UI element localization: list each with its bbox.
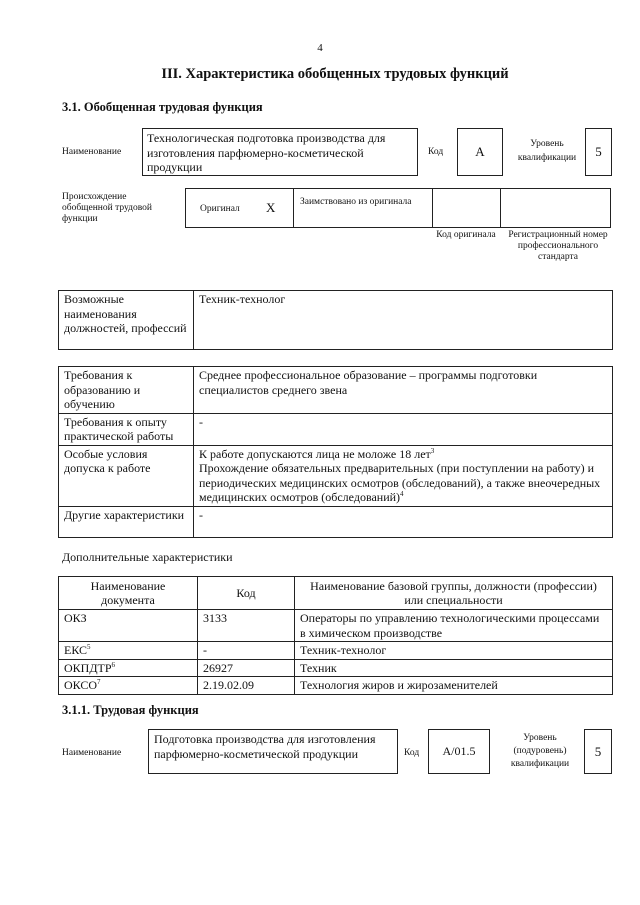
doc-code: 2.19.02.09	[198, 677, 295, 695]
level-label: Уровень квалификации	[517, 139, 577, 163]
origin-table	[185, 188, 611, 228]
requirement-value: К работе допускаются лица не моложе 18 лет$^3$ Прохождение обязательных предварительных (при поступлении на работу) и периодических медицинских осмотров (обследований), а также внеочередных медицинских осмотров (обследований)$^4$	[194, 445, 613, 506]
requirement-label: Другие характеристики	[59, 506, 194, 537]
positions-label: Возможные наименования должностей, профессий	[59, 291, 194, 350]
group-name: Техник	[295, 659, 613, 677]
page-title: III. Характеристика обобщенных трудовых функций	[161, 66, 509, 82]
original-label: Оригинал	[200, 204, 240, 214]
section-heading-function: 3.1.1. Трудовая функция	[62, 703, 199, 717]
requirement-value: Среднее профессиональное образование – программы подготовки специалистов среднего звена	[194, 367, 613, 414]
page-number: 4	[317, 42, 323, 54]
code-label: Код	[404, 748, 420, 758]
doc-code: -	[198, 642, 295, 660]
level-label: Уровень (подуровень) квалификации	[510, 733, 570, 769]
reg-number-caption: Регистрационный номер профессионального стандарта	[508, 230, 608, 262]
table-row: ОКПДТР$^6$ 26927 Техник	[59, 659, 613, 677]
table-row	[59, 445, 613, 506]
doc-code: 26927	[198, 659, 295, 677]
positions-table	[58, 290, 613, 350]
function-level: 5	[584, 729, 612, 774]
group-name: Операторы по управлению технологическими процессами в химическом производстве	[295, 610, 613, 642]
additional-heading: Дополнительные характеристики	[62, 550, 233, 564]
requirement-label: Особые условия допуска к работе	[59, 445, 194, 506]
table-row	[59, 610, 613, 642]
doc-name: ОКСО	[64, 678, 98, 692]
name-label: Наименование	[62, 147, 122, 157]
origin-label: Происхождение обобщенной трудовой функции	[62, 192, 152, 224]
doc-name: ОКЗ	[64, 611, 87, 625]
table-row	[59, 413, 613, 445]
section-heading-general: 3.1. Обобщенная трудовая функция	[62, 100, 263, 114]
doc-name: ОКПДТР	[64, 660, 112, 675]
table-row	[59, 367, 613, 414]
group-name: Техник-технолог	[295, 642, 613, 660]
requirement-value: -	[194, 413, 613, 445]
origin-code-caption: Код оригинала	[436, 230, 496, 240]
requirement-label: Требования к опыту практической работы	[59, 413, 194, 445]
origin-divider	[500, 189, 501, 227]
function-name: Подготовка производства для изготовления парфюмерно-косметической продукции	[148, 729, 398, 774]
table-header-row	[59, 577, 613, 610]
group-name: Технология жиров и жирозаменителей	[295, 677, 613, 695]
requirement-value: -	[194, 506, 613, 537]
table-row: ЕКС$^5$ - Техник-технолог	[59, 642, 613, 660]
table-row: ОКСО$^7$ 2.19.02.09 Технология жиров и жирозаменителей	[59, 677, 613, 695]
qualification-level: 5	[585, 128, 612, 176]
borrowed-label: Заимствовано из оригинала	[300, 197, 412, 207]
doc-name: ЕКС	[64, 643, 88, 657]
requirements-table	[58, 366, 613, 538]
code-label: Код	[428, 147, 444, 157]
general-function-code: A	[457, 128, 503, 176]
doc-code: 3133	[198, 610, 295, 642]
requirement-label: Требования к образованию и обучению	[59, 367, 194, 414]
table-row	[59, 506, 613, 537]
general-function-name: Технологическая подготовка производства для изготовления парфюмерно-косметической продукции	[142, 128, 418, 176]
original-mark: X	[266, 200, 276, 215]
column-header: Код	[198, 577, 295, 610]
positions-value: Техник-технолог	[194, 291, 613, 350]
name-label: Наименование	[62, 748, 122, 758]
additional-table	[58, 576, 613, 695]
column-header: Наименование базовой группы, должности (профессии) или специальности	[295, 577, 613, 610]
column-header: Наименование документа	[59, 577, 198, 610]
origin-divider	[432, 189, 433, 227]
origin-divider	[293, 189, 294, 227]
function-code: A/01.5	[428, 729, 490, 774]
